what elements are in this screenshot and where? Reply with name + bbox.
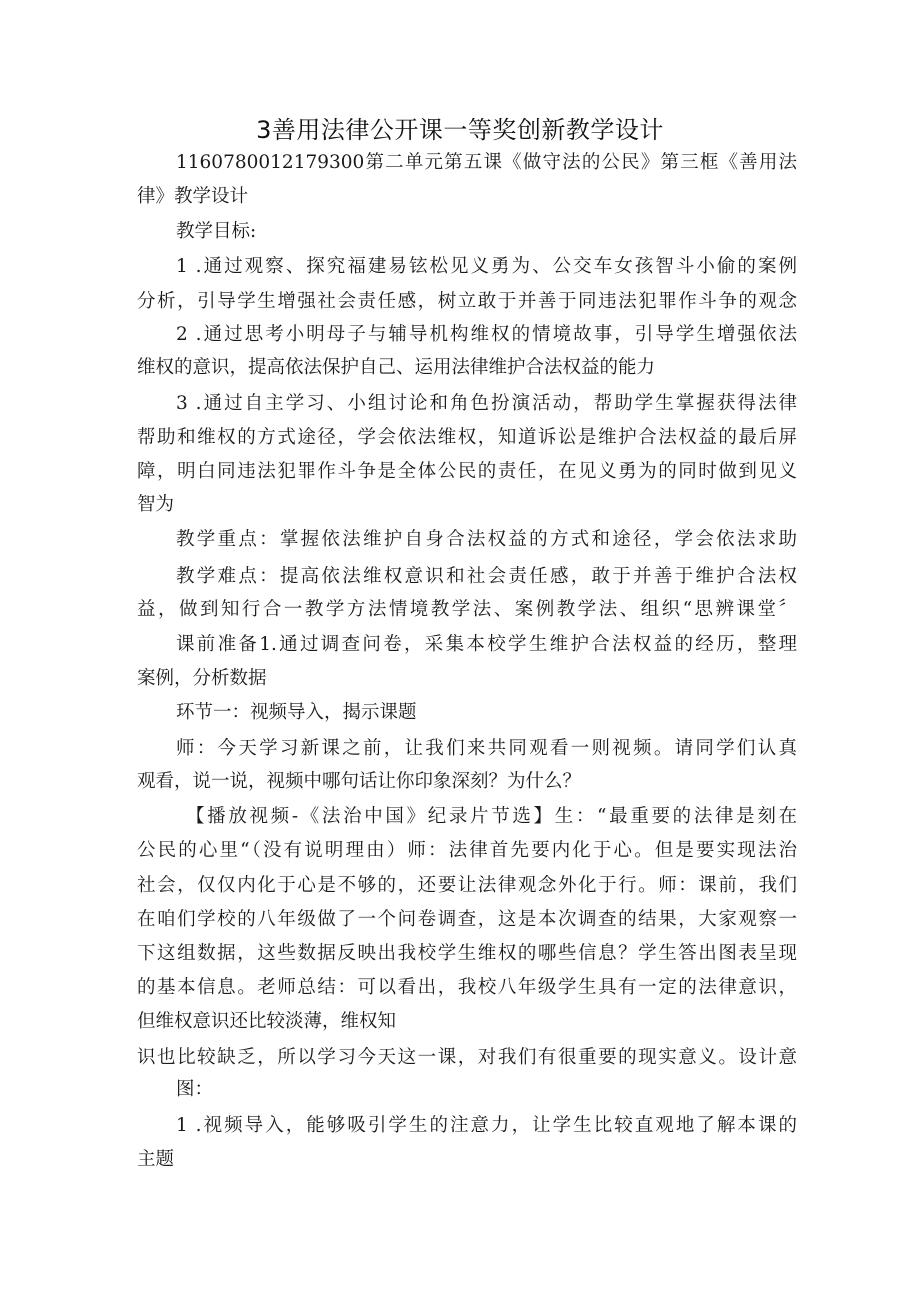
text-line: 识也比较缺乏，所以学习今天这一课，对我们有很重要的现实意义。设计意 (137, 1047, 797, 1068)
text-line: 维权的意识，提高依法保护自己、运用法律维护合法权益的能力 (137, 357, 656, 378)
text-line: 环节一：视频导入，揭示课题 (176, 702, 417, 723)
text-line: 1 .通过观察、探究福建易铉松见义勇为、公交车女孩智斗小偷的案例 (176, 256, 797, 277)
text-line: 在咱们学校的八年级做了一个问卷调查，这是本次调查的结果，大家观察一 (137, 909, 797, 930)
text-line: 下这组数据，这些数据反映出我校学生维权的哪些信息？学生答出图表呈现 (137, 943, 797, 964)
text-line: 障，明白同违法犯罪作斗争是全体公民的责任，在见义勇为的同时做到见义 (137, 461, 797, 482)
text-line: 公民的心里“（没有说明理由）师：法律首先要内化于心。但是要实现法治 (137, 840, 797, 861)
text-line: 教学难点：提高依法维权意识和社会责任感，敢于并善于维护合法权 (176, 566, 797, 587)
text-line: 主题 (137, 1149, 175, 1170)
text-line: 3 .通过自主学习、小组讨论和角色扮演活动，帮助学生掌握获得法律 (176, 393, 797, 414)
text-line: 观看，说一说，视频中哪句话让你印象深刻？为什么？ (137, 771, 582, 792)
text-line: 律》教学设计 (137, 186, 249, 207)
text-line: 智为 (137, 494, 175, 515)
text-line: 图： (176, 1079, 214, 1100)
text-line: 1 .视频导入，能够吸引学生的注意力，让学生比较直观地了解本课的 (176, 1115, 797, 1136)
text-line: 2 .通过思考小明母子与辅导机构维权的情境故事，引导学生增强依法 (176, 324, 797, 345)
text-line: 的基本信息。老师总结：可以看出，我校八年级学生具有一定的法律意识， (137, 977, 797, 998)
text-line: 教学目标: (176, 221, 257, 242)
text-line: 课前准备1.通过调查问卷，采集本校学生维护合法权益的经历，整理 (176, 634, 797, 655)
text-line: 教学重点：掌握依法维护自身合法权益的方式和途径，学会依法求助 (176, 529, 797, 550)
text-line: 1160780012179300第二单元第五课《做守法的公民》第三框《善用法 (176, 152, 797, 173)
text-line: 师：今天学习新课之前，让我们来共同观看一则视频。请同学们认真 (176, 738, 797, 759)
text-line: 案例，分析数据 (137, 668, 267, 689)
text-line: 分析，引导学生增强社会责任感，树立敢于并善于同违法犯罪作斗争的观念 (137, 291, 797, 312)
text-line: 帮助和维权的方式途径，学会依法维权，知道诉讼是维护合法权益的最后屏 (137, 427, 797, 448)
document-title: 3善用法律公开课一等奖创新教学设计 (256, 116, 664, 144)
text-line: 益，做到知行合一教学方法情境教学法、案例教学法、组织“思辨课堂〞 (137, 599, 797, 620)
text-line: 但维权意识还比较淡薄，维权知 (137, 1011, 397, 1032)
text-line: 社会，仅仅内化于心是不够的，还要让法律观念外化于行。师：课前，我们 (137, 875, 797, 896)
text-line: 【播放视频-《法治中国》纪录片节选】生：“最重要的法律是刻在 (186, 806, 797, 827)
